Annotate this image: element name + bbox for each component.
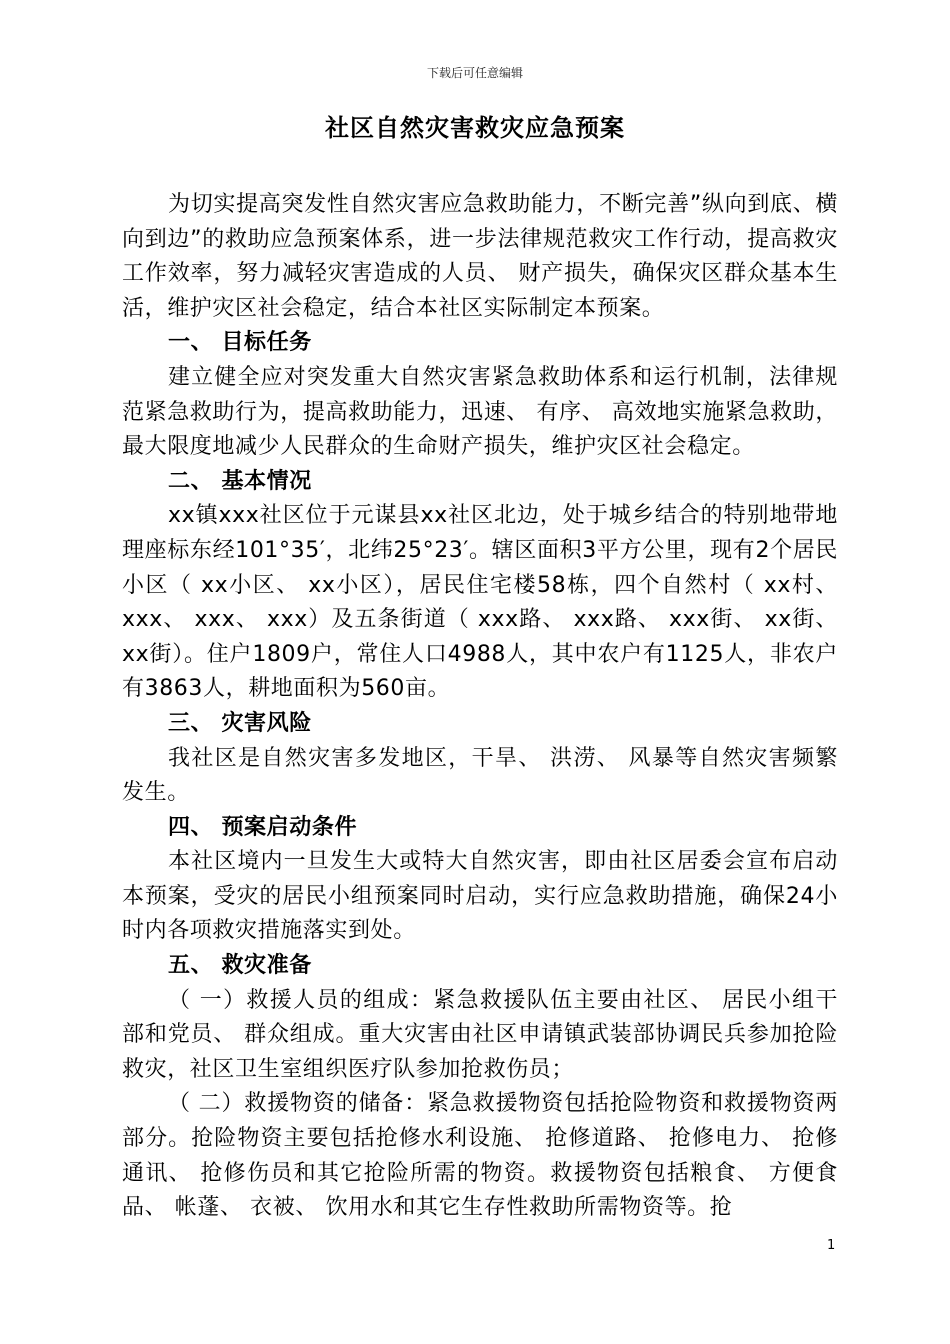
section-5-paragraph-1: （ 一）救援人员的组成：紧急救援队伍主要由社区、 居民小组干部和党员、 群众组成。重大灾害由社区申请镇武装部协调民兵参加抢险救灾，社区卫生室组织医疗队参加抢救伤员； <box>122 987 838 1082</box>
section-4-paragraph: 本社区境内一旦发生大或特大自然灾害，即由社区居委会宣布启动本预案，受灾的居民小组预案同时启动，实行应急救助措施，确保24小时内各项救灾措施落实到处。 <box>122 849 838 944</box>
header-note: 下载后可任意编辑 <box>426 66 523 80</box>
section-1-paragraph: 建立健全应对突发重大自然灾害紧急救助体系和运行机制，法律规范紧急救助行为，提高救助能力，迅速、 有序、 高效地实施紧急救助，最大限度地减少人民群众的生命财产损失，维护灾区社会稳定。 <box>122 364 838 460</box>
section-5-paragraph-2: （ 二）救援物资的储备：紧急救援物资包括抢险物资和救援物资两部分。抢险物资主要包括抢修水利设施、 抢修道路、 抢修电力、 抢修通讯、 抢修伤员和其它抢险所需的物资。救援物资包括粮食、 方便食品、 帐蓬、 衣被、 饮用水和其它生存性救助所需物资等。抢 <box>122 1091 838 1221</box>
document-body <box>122 188 838 1226</box>
section-heading-3: 三、 灾害风险 <box>168 710 312 736</box>
section-3-paragraph: 我社区是自然灾害多发地区，干旱、 洪涝、 风暴等自然灾害频繁发生。 <box>122 745 838 806</box>
section-heading-1: 一、 目标任务 <box>168 330 312 356</box>
section-heading-4: 四、 预案启动条件 <box>168 814 358 840</box>
section-heading-2: 二、 基本情况 <box>168 468 312 494</box>
document-title: 社区自然灾害救灾应急预案 <box>325 114 625 142</box>
page-number: 1 <box>827 1238 836 1253</box>
section-2-paragraph: xx镇xxx社区位于元谋县xx社区北边，处于城乡结合的特别地带地理座标东经101°35′，北纬25°23′。辖区面积3平方公里，现有2个居民小区（ xx小区、 xx小区），居民住宅楼58栋，四个自然村（ xx村、 xxx、 xxx、 xxx）及五条街道（ xxx路、 xxx路、 xxx街、 xx街、 xx街）。住户1809户，常住人口4988人，其中农户有1125人，非农户有3863人，耕地面积为560亩。 <box>122 503 838 702</box>
intro-paragraph: 为切实提高突发性自然灾害应急救助能力，不断完善”纵向到底、横向到边”的救助应急预案体系，进一步法律规范救灾工作行动，提高救灾工作效率，努力减轻灾害造成的人员、 财产损失，确保灾区群众基本生活，维护灾区社会稳定，结合本社区实际制定本预案。 <box>122 192 838 321</box>
section-heading-5: 五、 救灾准备 <box>168 953 312 979</box>
